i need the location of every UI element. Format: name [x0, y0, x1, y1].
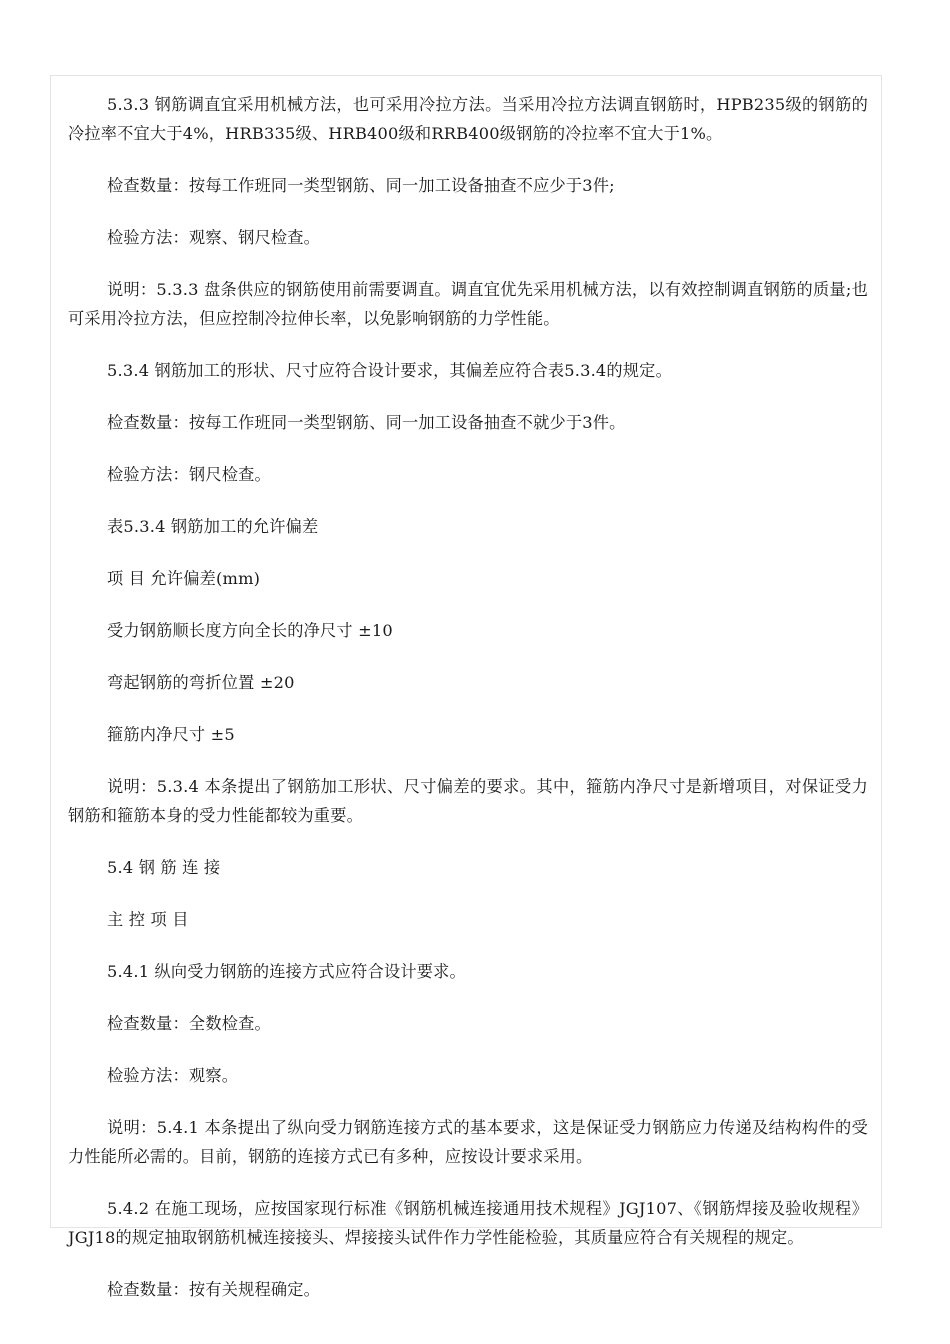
- inspection-method: 检验方法：观察、钢尺检查。: [107, 228, 321, 247]
- inspection-method: 检验方法：钢尺检查。: [107, 465, 271, 484]
- inspection-method: 检验方法：观察。: [107, 1066, 239, 1085]
- inspection-quantity: 检查数量：按每工作班同一类型钢筋、同一加工设备抽查不应少于3件;: [107, 176, 615, 195]
- inspection-quantity: 检查数量：按每工作班同一类型钢筋、同一加工设备抽查不就少于3件。: [107, 413, 626, 432]
- clause-5-3-4: 5.3.4 钢筋加工的形状、尺寸应符合设计要求，其偏差应符合表5.3.4的规定。: [107, 361, 672, 380]
- section-heading: 5.4 钢 筋 连 接: [107, 858, 221, 877]
- subsection-heading: 主 控 项 目: [107, 910, 189, 929]
- table-row: 受力钢筋顺长度方向全长的净尺寸 ±10: [107, 621, 393, 640]
- inspection-quantity: 检查数量：按有关规程确定。: [107, 1280, 321, 1299]
- document-body: [68, 90, 868, 1327]
- clause-5-4-2: 5.4.2 在施工现场，应按国家现行标准《钢筋机械连接通用技术规程》JGJ107、《钢筋焊接及验收规程》JGJ18的规定抽取钢筋机械连接接头、焊接接头试件作力学性能检验，其质量应符合有关规程的规定。: [68, 1199, 868, 1247]
- explanation-5-3-3: 说明：5.3.3 盘条供应的钢筋使用前需要调直。调直宜优先采用机械方法，以有效控制调直钢筋的质量;也可采用冷拉方法，但应控制冷拉伸长率，以免影响钢筋的力学性能。: [68, 280, 868, 328]
- explanation-5-4-1: 说明：5.4.1 本条提出了纵向受力钢筋连接方式的基本要求，这是保证受力钢筋应力传递及结构构件的受力性能所必需的。目前，钢筋的连接方式已有多种，应按设计要求采用。: [68, 1118, 868, 1166]
- table-header-row: 项 目 允许偏差(mm): [107, 569, 261, 588]
- table-row: 弯起钢筋的弯折位置 ±20: [107, 673, 295, 692]
- clause-5-3-3: 5.3.3 钢筋调直宜采用机械方法，也可采用冷拉方法。当采用冷拉方法调直钢筋时，HPB235级的钢筋的冷拉率不宜大于4%，HRB335级、HRB400级和RRB400级钢筋的冷拉率不宜大于1%。: [68, 95, 868, 143]
- explanation-5-3-4: 说明：5.3.4 本条提出了钢筋加工形状、尺寸偏差的要求。其中，箍筋内净尺寸是新增项目，对保证受力钢筋和箍筋本身的受力性能都较为重要。: [68, 777, 868, 825]
- table-row: 箍筋内净尺寸 ±5: [107, 725, 235, 744]
- clause-5-4-1: 5.4.1 纵向受力钢筋的连接方式应符合设计要求。: [107, 962, 466, 981]
- inspection-quantity: 检查数量：全数检查。: [107, 1014, 271, 1033]
- table-title: 表5.3.4 钢筋加工的允许偏差: [107, 517, 319, 536]
